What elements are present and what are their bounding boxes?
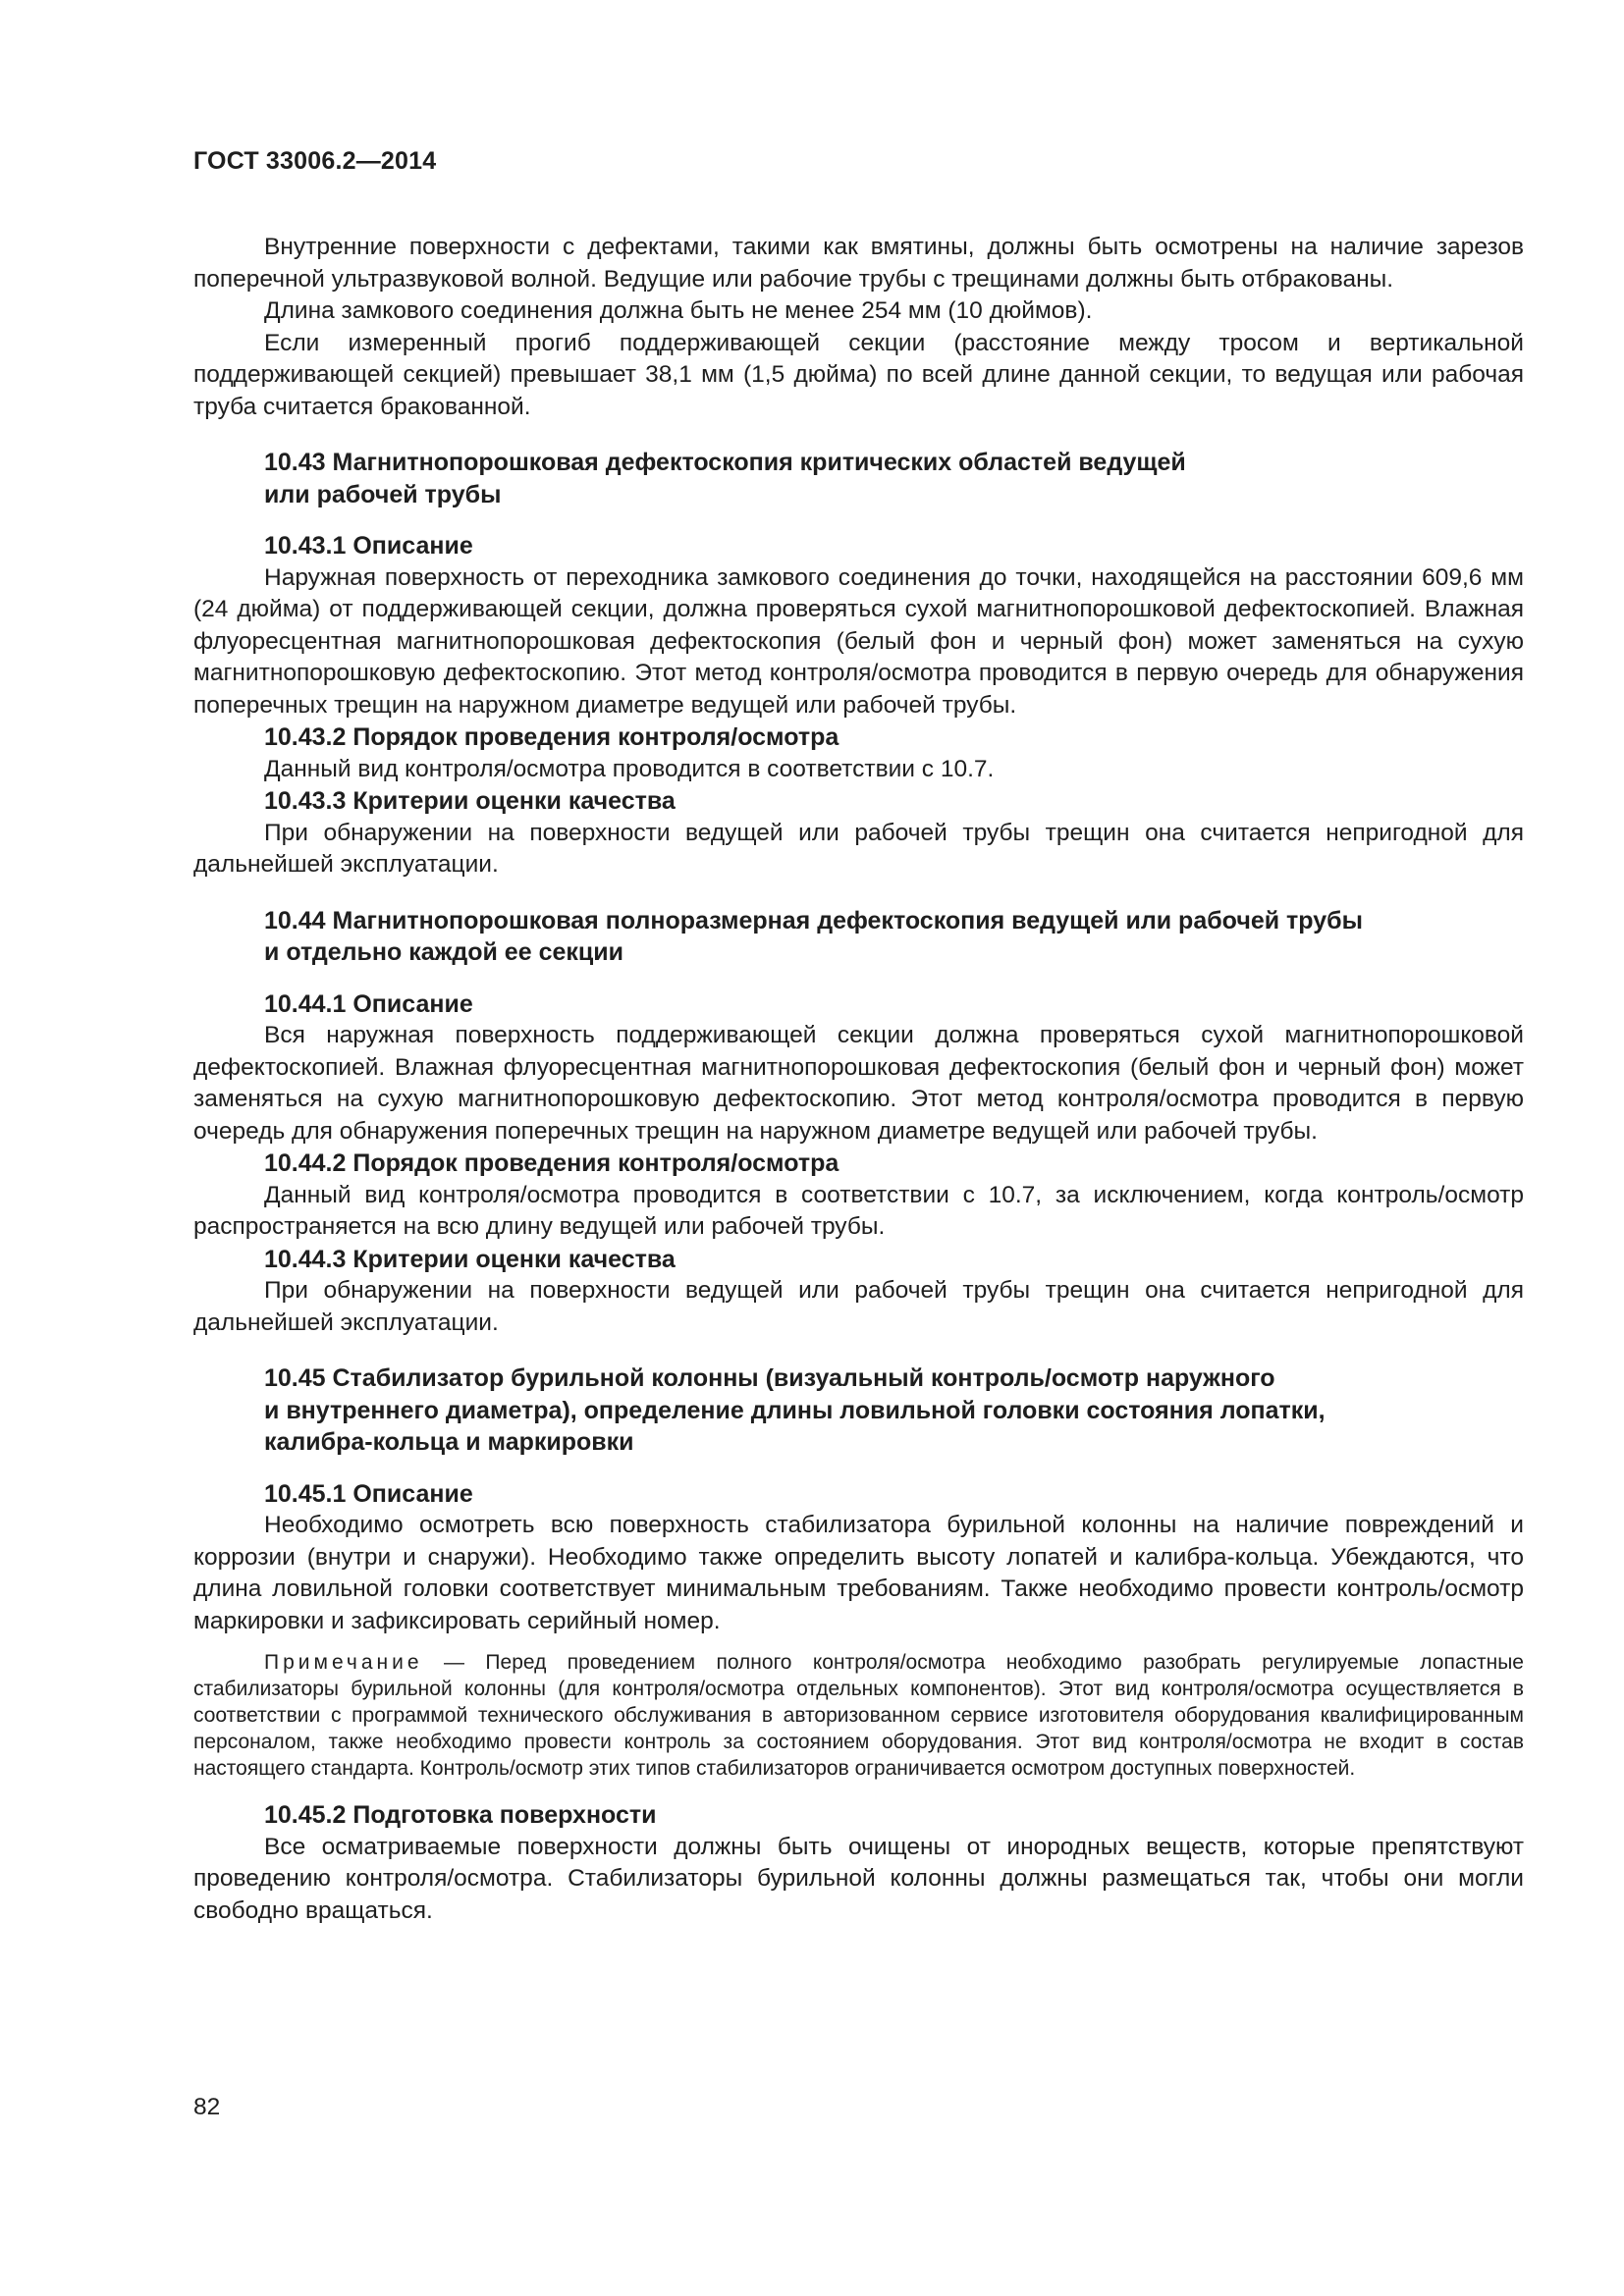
section-10-44-title xyxy=(264,905,1524,969)
section-10-45-title-line-1: 10.45 Стабилизатор бурильной колонны (визуальный контроль/осмотр наружного xyxy=(264,1364,1275,1392)
subsection-10-44-1-title: 10.44.1 Описание xyxy=(264,989,473,1018)
subsection-10-43-3-title: 10.43.3 Критерии оценки качества xyxy=(264,787,676,815)
subsection-10-43-2-text: Данный вид контроля/осмотра проводится в соответствии с 10.7. xyxy=(264,755,995,782)
document-header: ГОСТ 33006.2—2014 xyxy=(193,147,437,175)
section-10-43-title xyxy=(264,447,1524,510)
subsection-10-44-3-text: При обнаружении на поверхности ведущей или рабочей трубы трещин она считается непригодной для дальнейшей эксплуатации. xyxy=(193,1277,1524,1336)
note-label: Примечание xyxy=(264,1651,423,1674)
document-page xyxy=(193,147,1524,1927)
section-10-45-title-line-2: и внутреннего диаметра), определение длины ловильной головки состояния лопатки, xyxy=(264,1396,1326,1424)
subsection-10-44-2-title: 10.44.2 Порядок проведения контроля/осмотра xyxy=(264,1149,839,1177)
subsection-10-45-1-title: 10.45.1 Описание xyxy=(264,1479,473,1508)
section-10-43-title-line-1: 10.43 Магнитнопорошковая дефектоскопия критических областей ведущей xyxy=(264,449,1186,476)
note-text: — Перед проведением полного контроля/осмотра необходимо разобрать регулируемые лопастные стабилизаторы бурильной колонны (для контроля/осмотра отдельных компонентов). Этот вид контроля/осмотра осуществляется в соответствии с программой технического обслуживания в авторизованном сервисе изготовителя оборудования квалифицированным персоналом, также необходимо провести контроль за состоянием оборудования. Этот вид контроля/осмотра не входит в состав настоящего стандарта. Контроль/осмотр этих типов стабилизаторов ограничивается осмотром доступных поверхностей. xyxy=(193,1651,1524,1780)
subsection-10-43-3-text: При обнаружении на поверхности ведущей или рабочей трубы трещин она считается непригодной для дальнейшей эксплуатации. xyxy=(193,819,1524,878)
subsection-10-44-3-title: 10.44.3 Критерии оценки качества xyxy=(264,1245,676,1273)
subsection-10-45-2-title: 10.45.2 Подготовка поверхности xyxy=(264,1801,657,1829)
section-10-43-title-line-2: или рабочей трубы xyxy=(264,480,502,508)
subsection-10-45-2-text: Все осматриваемые поверхности должны быть очищены от инородных веществ, которые препятствуют проведению контроля/осмотра. Стабилизаторы бурильной колонны должны размещаться так, чтобы они могли свободно вращаться. xyxy=(193,1833,1524,1924)
section-10-45-title xyxy=(264,1362,1524,1459)
page-number: 82 xyxy=(193,2094,221,2120)
section-10-44-title-line-1: 10.44 Магнитнопорошковая полноразмерная дефектоскопия ведущей или рабочей трубы xyxy=(264,906,1363,934)
section-10-45-title-line-3: калибра-кольца и маркировки xyxy=(264,1428,634,1456)
note-paragraph xyxy=(193,1649,1524,1782)
subsection-10-43-1-title: 10.43.1 Описание xyxy=(264,532,473,560)
intro-paragraph-2: Длина замкового соединения должна быть не менее 254 мм (10 дюймов). xyxy=(264,297,1093,324)
subsection-10-45-1-text: Необходимо осмотреть всю поверхность стабилизатора бурильной колонны на наличие повреждений и коррозии (внутри и снаружи). Необходимо также определить высоту лопатей и калибра-кольца. Убеждаются, что длина ловильной головки соответствует минимальным требованиям. Также необходимо провести контроль/осмотр маркировки и зафиксировать серийный номер. xyxy=(193,1512,1524,1634)
subsection-10-44-1-text: Вся наружная поверхность поддерживающей секции должна проверяться сухой магнитнопорошковой дефектоскопией. Влажная флуоресцентная магнитнопорошковая дефектоскопия (белый фон и черный фон) может заменяться на сухую магнитнопорошковую дефектоскопию. Этот метод контроля/осмотра проводится в первую очередь для обнаружения поперечных трещин на наружном диаметре ведущей или рабочей трубы. xyxy=(193,1022,1524,1145)
intro-paragraph-1: Внутренние поверхности с дефектами, такими как вмятины, должны быть осмотрены на наличие зарезов поперечной ультразвуковой волной. Ведущие или рабочие трубы с трещинами должны быть отбракованы. xyxy=(193,234,1524,293)
intro-paragraph-3: Если измеренный прогиб поддерживающей секции (расстояние между тросом и вертикальной поддерживающей секцией) превышает 38,1 мм (1,5 дюйма) по всей длине данной секции, то ведущая или рабочая труба считается бракованной. xyxy=(193,329,1524,420)
subsection-10-43-1-text: Наружная поверхность от переходника замкового соединения до точки, находящейся на расстоянии 609,6 мм (24 дюйма) от поддерживающей секции, должна проверяться сухой магнитнопорошковой дефектоскопией. Влажная флуоресцентная магнитнопорошковая дефектоскопия (белый фон и черный фон) может заменяться на сухую магнитнопорошковую дефектоскопию. Этот метод контроля/осмотра проводится в первую очередь для обнаружения поперечных трещин на наружном диаметре ведущей или рабочей трубы. xyxy=(193,563,1524,719)
section-10-44-title-line-2: и отдельно каждой ее секции xyxy=(264,938,623,966)
subsection-10-43-2-title: 10.43.2 Порядок проведения контроля/осмотра xyxy=(264,723,839,751)
subsection-10-44-2-text: Данный вид контроля/осмотра проводится в соответствии с 10.7, за исключением, когда контроль/осмотр распространяется на всю длину ведущей или рабочей трубы. xyxy=(193,1181,1524,1240)
